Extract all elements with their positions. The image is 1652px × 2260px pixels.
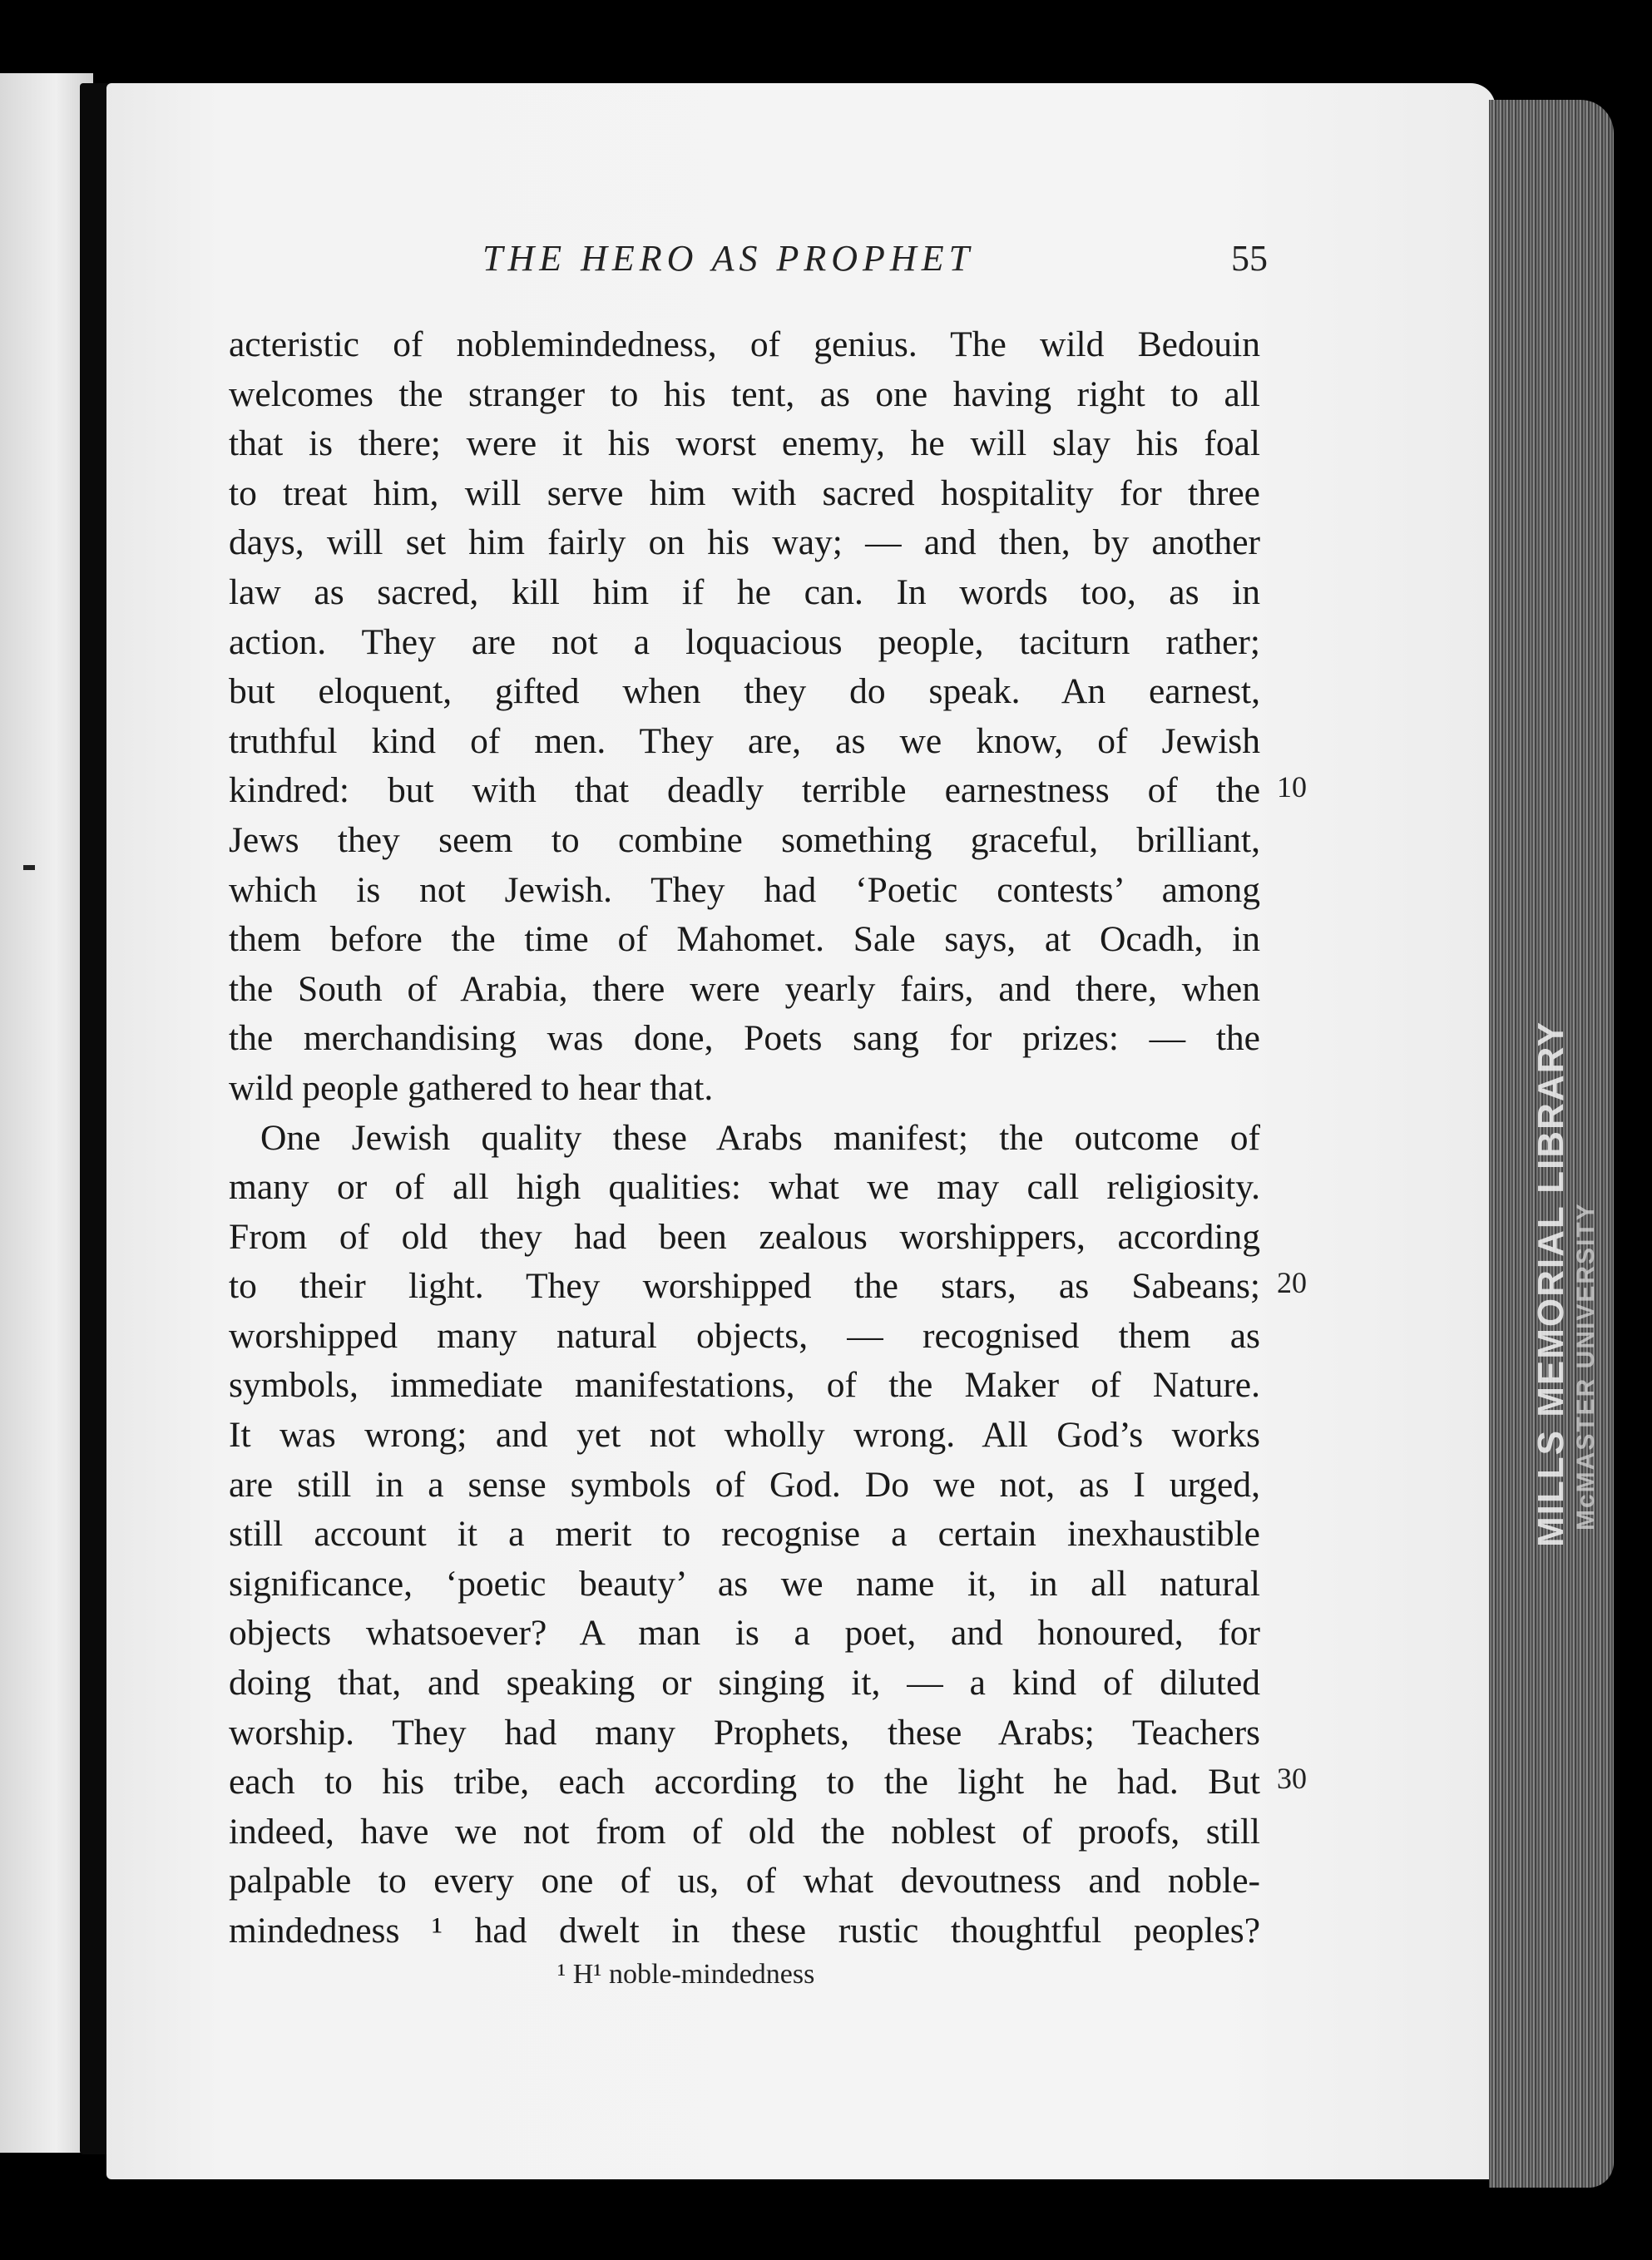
text-line: truthful kind of men. They are, as we know, of Jewish [229,720,1260,761]
text-line: From of old they had been zealous worshippers, according [229,1216,1260,1257]
text-line: the South of Arabia, there were yearly fairs, and there, when [229,968,1260,1009]
library-stamp-secondary: McMASTER UNIVERSITY [1572,1202,1600,1531]
text-line: significance, ‘poetic beauty’ as we name it, in all natural [229,1563,1260,1604]
text-line: kindred: but with that deadly terrible earnestness of the [229,770,1260,811]
page-number: 55 [1231,238,1268,279]
line-number-20: 20 [1277,1266,1307,1299]
text-line: action. They are not a loquacious people, taciturn rather; [229,621,1260,662]
footnote: ¹ H¹ noble-mindedness [557,1959,815,1990]
text-line: each to his tribe, each according to the light he had. But [229,1762,1260,1803]
library-stamp: MILLS MEMORIAL LIBRARY [1531,1020,1571,1547]
text-line: wild people gathered to hear that. [229,1067,714,1108]
text-line: many or of all high qualities: what we may call religiosity. [229,1167,1260,1208]
text-line: acteristic of noblemindedness, of genius. The wild Bedouin [229,324,1260,364]
text-line: It was wrong; and yet not wholly wrong. All God’s works [229,1415,1260,1456]
text-line: Jews they seem to combine something graceful, brilliant, [229,819,1260,860]
text-line: to their light. They worshipped the stars, as Sabeans; [229,1266,1260,1307]
text-line: days, will set him fairly on his way; — and then, by another [229,522,1260,563]
line-number-10: 10 [1277,770,1307,804]
running-head: THE HERO AS PROPHET [482,238,975,279]
text-line: palpable to every one of us, of what devoutness and noble- [229,1861,1260,1901]
text-line: them before the time of Mahomet. Sale says, at Ocadh, in [229,919,1260,960]
text-line: worshipped many natural objects, — recognised them as [229,1315,1260,1356]
text-line: One Jewish quality these Arabs manifest; the outcome of [260,1117,1260,1158]
text-line: that is there; were it his worst enemy, he will slay his foal [229,423,1260,464]
line-number-30: 30 [1277,1762,1307,1795]
text-line: mindedness ¹ had dwelt in these rustic thoughtful peoples? [229,1911,1260,1951]
text-line: but eloquent, gifted when they do speak. An earnest, [229,671,1260,712]
text-line: still account it a merit to recognise a certain inexhaustible [229,1514,1260,1555]
text-line: welcomes the stranger to his tent, as one having right to all [229,373,1260,414]
text-line: law as sacred, kill him if he can. In words too, as in [229,571,1260,612]
text-line: symbols, immediate manifestations, of the Maker of Nature. [229,1365,1260,1406]
text-line: worship. They had many Prophets, these Arabs; Teachers [229,1712,1260,1753]
text-line: to treat him, will serve him with sacred hospitality for three [229,472,1260,513]
text-line: objects whatsoever? A man is a poet, and honoured, for [229,1613,1260,1654]
text-line: doing that, and speaking or singing it, — a kind of diluted [229,1663,1260,1704]
body-text [229,320,1260,1956]
margin-mark [23,865,35,870]
text-line: the merchandising was done, Poets sang for prizes: — the [229,1018,1260,1059]
text-line: which is not Jewish. They had ‘Poetic contests’ among [229,869,1260,910]
text-line: indeed, have we not from of old the noblest of proofs, still [229,1811,1260,1852]
text-line: are still in a sense symbols of God. Do we not, as I urged, [229,1464,1260,1505]
